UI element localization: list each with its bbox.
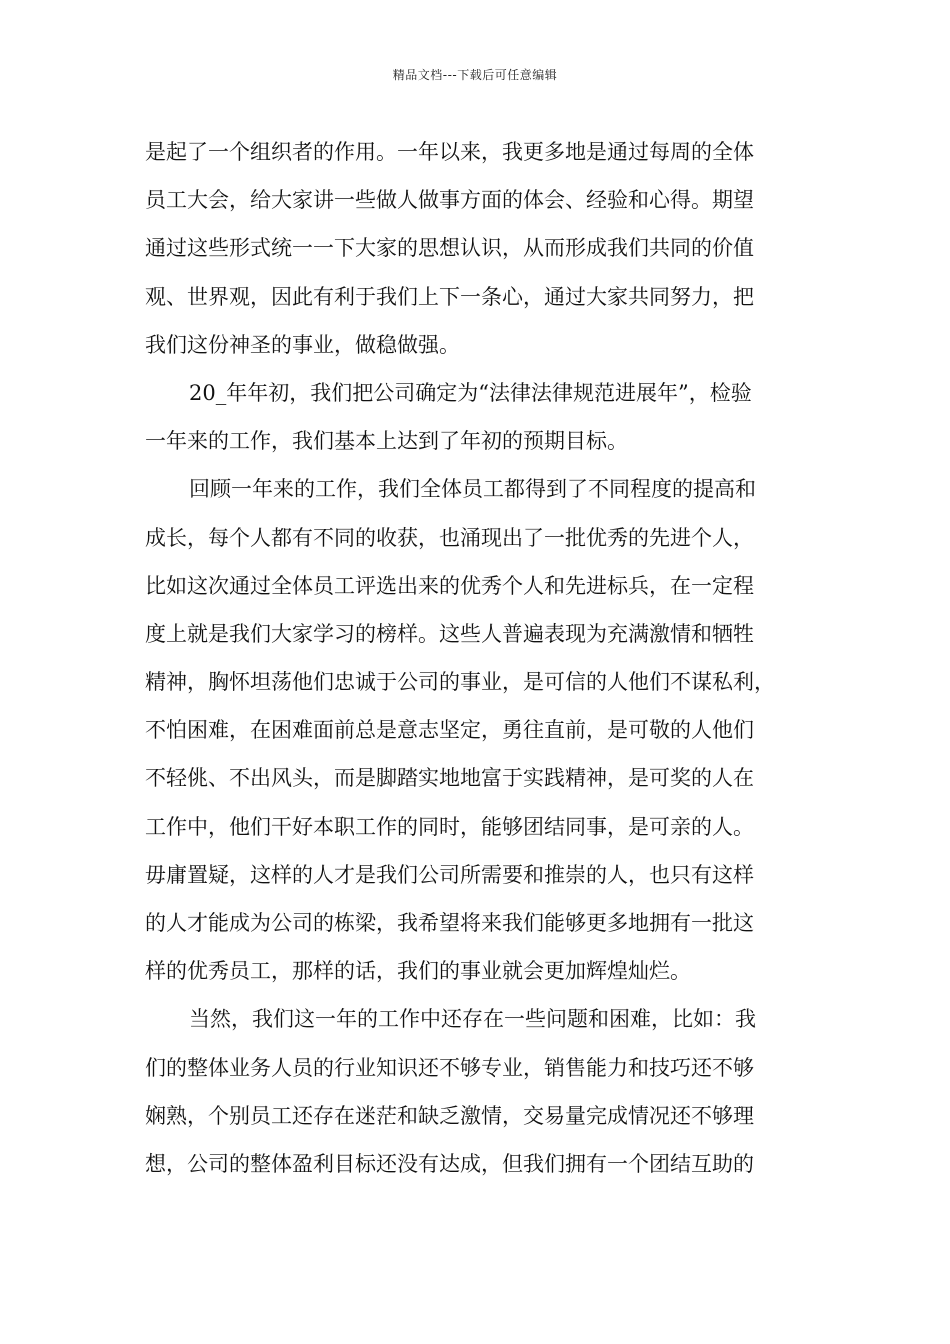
text-line: 毋庸置疑，这样的人才是我们公司所需要和推崇的人，也只有这样 [145, 862, 754, 887]
text-line: 通过这些形式统一一下大家的思想认识，从而形成我们共同的价值 [145, 236, 754, 261]
text-line: 工作中，他们干好本职工作的同时，能够团结同事，是可亲的人。 [145, 814, 754, 839]
text-line: 们的整体业务人员的行业知识还不够专业，销售能力和技巧还不够 [145, 1055, 754, 1080]
text-line: 比如这次通过全体员工评选出来的优秀个人和先进标兵，在一定程 [145, 573, 754, 598]
text-line: 是起了一个组织者的作用。一年以来，我更多地是通过每周的全体 [145, 140, 754, 164]
text-line: 不怕困难，在困难面前总是意志坚定，勇往直前，是可敬的人他们 [145, 718, 754, 743]
paragraph-start-line: 回顾一年来的工作，我们全体员工都得到了不同程度的提高和 [189, 477, 756, 502]
body-text [145, 128, 825, 1188]
text-line: 样的优秀员工，那样的话，我们的事业就会更加辉煌灿烂。 [145, 959, 691, 984]
text-line: 观、世界观，因此有利于我们上下一条心，通过大家共同努力，把 [145, 284, 754, 309]
paragraph-start-line: 20_年年初，我们把公司确定为“法律法律规范进展年”，检验 [189, 380, 752, 405]
text-line: 想，公司的整体盈利目标还没有达成，但我们拥有一个团结互助的 [145, 1151, 754, 1176]
page-header: 精品文档---下载后可任意编辑 [392, 68, 558, 82]
paragraph-start-line: 当然，我们这一年的工作中还存在一些问题和困难，比如：我 [189, 1007, 756, 1032]
text-line: 成长，每个人都有不同的收获，也涌现出了一批优秀的先进个人， [145, 525, 754, 550]
text-line: 一年来的工作，我们基本上达到了年初的预期目标。 [145, 429, 628, 454]
text-line: 精神，胸怀坦荡他们忠诚于公司的事业，是可信的人他们不谋私利， [145, 670, 775, 695]
text-line: 不轻佻、不出风头，而是脚踏实地地富于实践精神，是可奖的人在 [145, 766, 754, 791]
text-line: 娴熟，个别员工还存在迷茫和缺乏激情，交易量完成情况还不够理 [145, 1103, 754, 1128]
text-line: 员工大会，给大家讲一些做人做事方面的体会、经验和心得。期望 [145, 188, 754, 213]
text-line: 的人才能成为公司的栋梁，我希望将来我们能够更多地拥有一批这 [145, 911, 754, 935]
text-line: 度上就是我们大家学习的榜样。这些人普遍表现为充满激情和牺牲 [145, 621, 754, 646]
text-line: 我们这份神圣的事业，做稳做强。 [145, 332, 460, 357]
